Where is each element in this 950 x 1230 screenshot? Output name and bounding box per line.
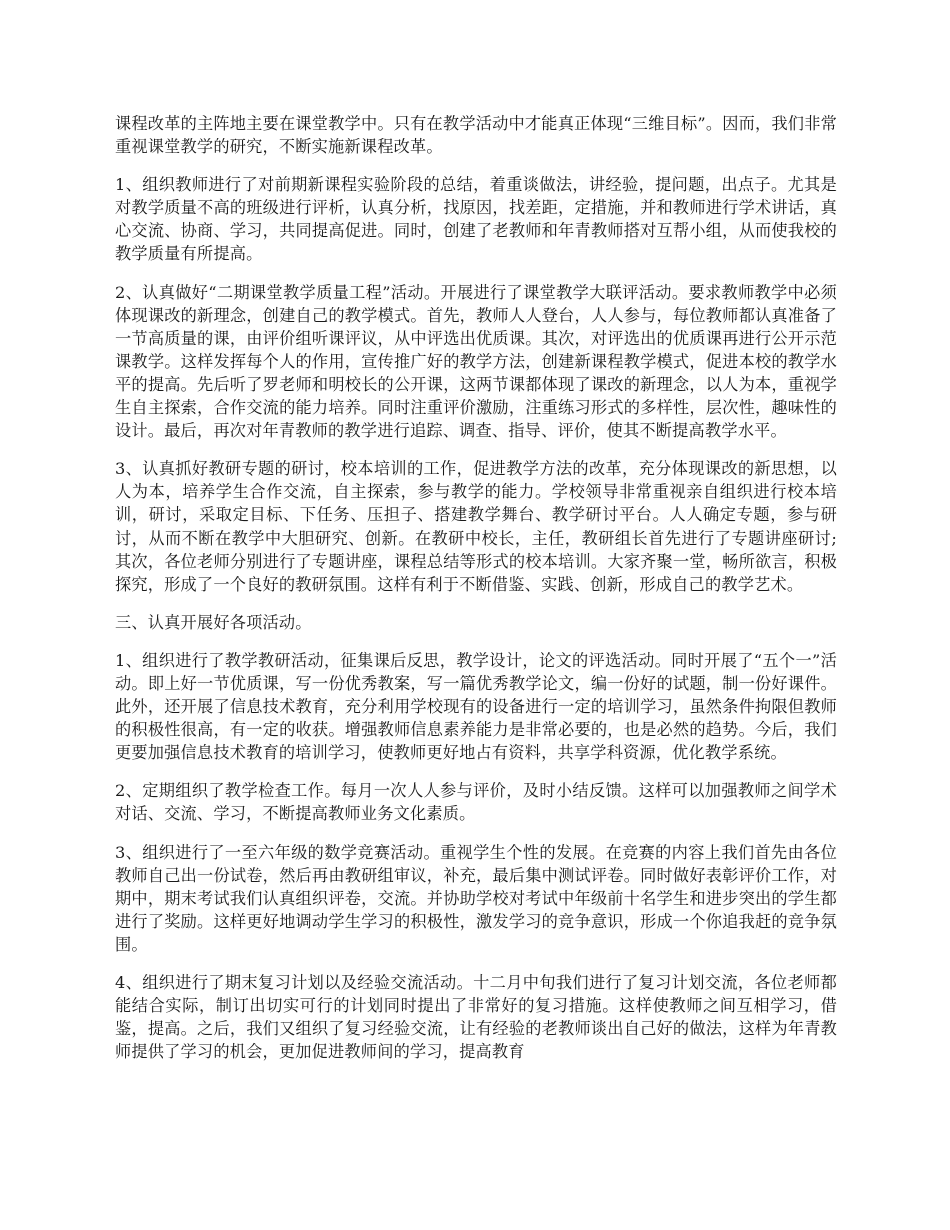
paragraph-activity-2: 2、定期组织了教学检查工作。每月一次人人参与评价，及时小结反馈。这样可以加强教师之间学术对话、交流、学习，不断提高教师业务文化素质。 [115,781,837,824]
paragraph-activity-3: 3、组织进行了一至六年级的数学竞赛活动。重视学生个性的发展。在竞赛的内容上我们首先由各位教师自己出一份试卷，然后再由教研组审议，补充，最后集中测试评卷。同时做好表彰评价工作，对期中，期末考试我们认真组织评卷，交流。并协助学校对考试中年级前十名学生和进步突出的学生都进行了奖励。这样更好地调动学生学习的积极性，激发学习的竞争意识，形成一个你追我赶的竞争氛围。 [115,842,837,954]
paragraph-item-2-quality-project: 2、认真做好“二期课堂教学质量工程”活动。开展进行了课堂教学大联评活动。要求教师教学中必须体现课改的新理念，创建自己的教学模式。首先，教师人人登台，人人参与，每位教师都认真准备了一节高质量的课，由评价组听课评议，从中评选出优质课。其次，对评选出的优质课再进行公开示范课教学。这样发挥每个人的作用，宣传推广好的教学方法，创建新课程教学模式，促进本校的教学水平的提高。先后听了罗老师和明校长的公开课，这两节课都体现了课改的新理念，以人为本，重视学生自主探索，合作交流的能力培养。同时注重评价激励，注重练习形式的多样性，层次性，趣味性的设计。最后，再次对年青教师的教学进行追踪、调查、指导、评价，使其不断提高教学水平。 [115,282,837,441]
paragraph-item-3-research: 3、认真抓好教研专题的研讨，校本培训的工作，促进教学方法的改革，充分体现课改的新思想，以人为本，培养学生合作交流，自主探索，参与教学的能力。学校领导非常重视亲自组织进行校本培训，研讨，采取定目标、下任务、压担子、搭建教学舞台、教学研讨平台。人人确定专题，参与研讨，从而不断在教学中大胆研究、创新。在教研中校长，主任，教研组长首先进行了专题讲座研讨;其次，各位老师分别进行了专题讲座，课程总结等形式的校本培训。大家齐聚一堂，畅所欲言，积极探究，形成了一个良好的教研氛围。这样有利于不断借鉴、实践、创新，形成自己的教学艺术。 [115,459,837,594]
section-heading-activities: 三、认真开展好各项活动。 [115,612,312,632]
document-page [115,112,837,1078]
paragraph-activity-1: 1、组织进行了教学教研活动，征集课后反思，教学设计，论文的评选活动。同时开展了“五个一”活动。即上好一节优质课，写一份优秀教案，写一篇优秀教学论文，编一份好的试题，制一份好课件。此外，还开展了信息技术教育，充分利用学校现有的设备进行一定的培训学习，虽然条件拘限但教师的积极性很高，有一定的收获。增强教师信息素养能力是非常必要的，也是必然的趋势。今后，我们更要加强信息技术教育的培训学习，使教师更好地占有资料，共享学科资源，优化教学系统。 [115,650,837,763]
paragraph-activity-4: 4、组织进行了期末复习计划以及经验交流活动。十二月中旬我们进行了复习计划交流，各位老师都能结合实际，制订出切实可行的计划同时提出了非常好的复习措施。这样使教师之间互相学习，借鉴，提高。之后，我们又组织了复习经验交流，让有经验的老教师谈出自己好的做法，这样为年青教师提供了学习的机会，更加促进教师间的学习，提高教育 [115,973,837,1062]
paragraph-item-1-summary: 1、组织教师进行了对前期新课程实验阶段的总结，着重谈做法，讲经验，提问题，出点子。尤其是对教学质量不高的班级进行评析，认真分析，找原因，找差距，定措施，并和教师进行学术讲话，真心交流、协商、学习，共同提高促进。同时，创建了老教师和年青教师搭对互帮小组，从而使我校的教学质量有所提高。 [115,175,837,264]
paragraph-intro: 课程改革的主阵地主要在课堂教学中。只有在教学活动中才能真正体现“三维目标”。因而，我们非常重视课堂教学的研究，不断实施新课程改革。 [115,114,837,157]
